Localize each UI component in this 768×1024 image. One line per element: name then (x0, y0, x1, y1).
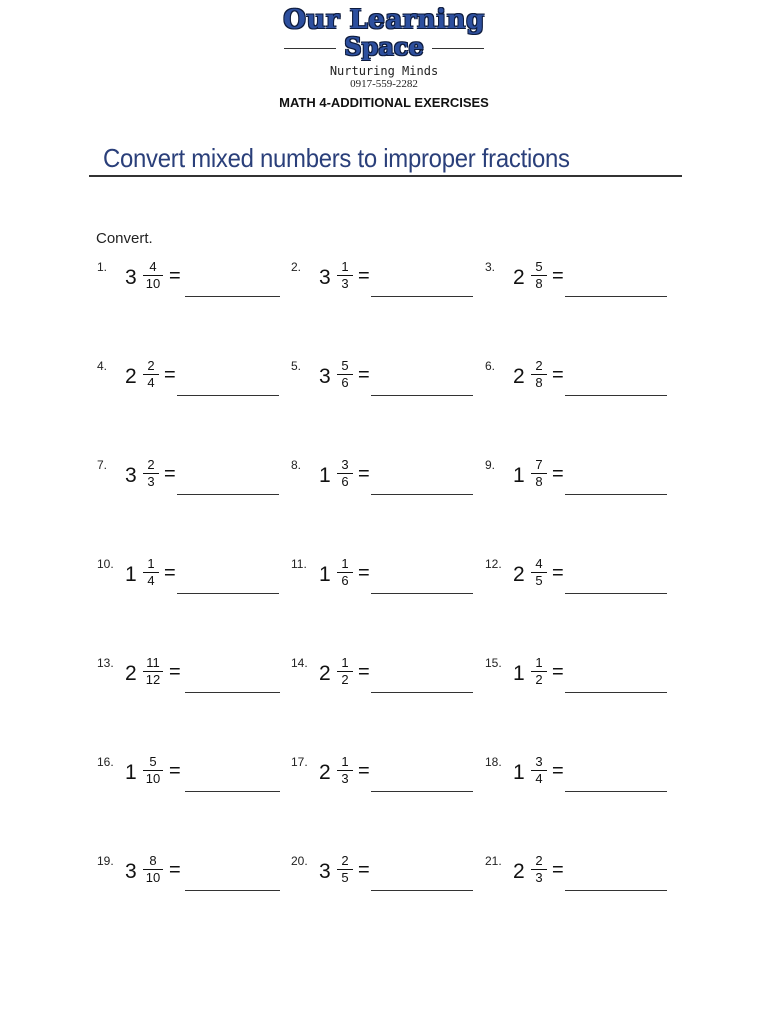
problem-number: 8. (291, 458, 302, 472)
answer-blank[interactable] (177, 395, 279, 396)
numerator: 3 (341, 457, 349, 472)
problem-item (291, 260, 481, 308)
equals-sign: = (358, 364, 370, 386)
whole-number: 3 (319, 860, 331, 883)
whole-number: 1 (513, 761, 525, 784)
denominator: 2 (341, 672, 349, 687)
equals-sign: = (552, 364, 564, 386)
fraction (142, 359, 160, 390)
denominator: 6 (341, 573, 349, 588)
numerator: 2 (535, 853, 543, 868)
problem-number: 19. (97, 854, 114, 868)
problem-item (97, 755, 287, 803)
heading-underline (89, 175, 682, 177)
whole-number: 1 (513, 662, 525, 685)
problem-number: 17. (291, 755, 308, 769)
problem-item (291, 656, 481, 704)
problem-number: 7. (97, 458, 108, 472)
numerator: 5 (341, 358, 349, 373)
denominator: 6 (341, 375, 349, 390)
denominator: 3 (341, 771, 349, 786)
denominator: 4 (147, 573, 155, 588)
logo-space-word: Space (344, 32, 424, 61)
equals-sign: = (552, 859, 564, 881)
numerator: 3 (535, 754, 543, 769)
logo-rule-left (284, 48, 336, 49)
numerator: 1 (535, 655, 543, 670)
denominator: 2 (535, 672, 543, 687)
problem-item (485, 557, 675, 605)
problem-item (485, 260, 675, 308)
whole-number: 3 (319, 266, 331, 289)
numerator: 1 (341, 259, 349, 274)
equals-sign: = (552, 463, 564, 485)
denominator: 5 (535, 573, 543, 588)
fraction (142, 260, 164, 291)
numerator: 2 (341, 853, 349, 868)
equals-sign: = (358, 265, 370, 287)
problem-number: 5. (291, 359, 302, 373)
problem-item (291, 359, 481, 407)
whole-number: 1 (513, 464, 525, 487)
numerator: 5 (149, 754, 157, 769)
equals-sign: = (169, 760, 181, 782)
answer-blank[interactable] (185, 791, 280, 792)
equals-sign: = (358, 463, 370, 485)
equals-sign: = (358, 562, 370, 584)
equals-sign: = (164, 562, 176, 584)
fraction (142, 854, 164, 885)
problem-item (291, 458, 481, 506)
answer-blank[interactable] (565, 296, 667, 297)
answer-blank[interactable] (565, 593, 667, 594)
denominator: 12 (145, 672, 161, 687)
logo-title-line2 (284, 34, 484, 60)
problem-item (291, 854, 481, 902)
fraction (530, 656, 548, 687)
fraction (336, 458, 354, 489)
problem-number: 2. (291, 260, 302, 274)
denominator: 10 (145, 870, 161, 885)
problem-number: 18. (485, 755, 502, 769)
answer-blank[interactable] (177, 593, 279, 594)
fraction (530, 458, 548, 489)
fraction (142, 458, 160, 489)
equals-sign: = (164, 364, 176, 386)
whole-number: 2 (513, 365, 525, 388)
denominator: 3 (535, 870, 543, 885)
answer-blank[interactable] (565, 791, 667, 792)
denominator: 10 (145, 771, 161, 786)
whole-number: 3 (125, 464, 137, 487)
fraction (336, 854, 354, 885)
problem-item (485, 458, 675, 506)
problem-item (485, 854, 675, 902)
answer-blank[interactable] (185, 692, 280, 693)
problem-number: 6. (485, 359, 496, 373)
equals-sign: = (358, 760, 370, 782)
answer-blank[interactable] (371, 593, 473, 594)
equals-sign: = (358, 859, 370, 881)
answer-blank[interactable] (371, 296, 473, 297)
denominator: 3 (147, 474, 155, 489)
denominator: 8 (535, 474, 543, 489)
numerator: 2 (147, 457, 155, 472)
numerator: 1 (341, 754, 349, 769)
worksheet-heading: Convert mixed numbers to improper fractions (103, 143, 570, 173)
answer-blank[interactable] (185, 296, 280, 297)
fraction (530, 854, 548, 885)
numerator: 2 (535, 358, 543, 373)
denominator: 5 (341, 870, 349, 885)
answer-blank[interactable] (177, 494, 279, 495)
numerator: 1 (341, 655, 349, 670)
denominator: 8 (535, 375, 543, 390)
problem-item (97, 458, 287, 506)
problem-number: 16. (97, 755, 114, 769)
problem-number: 4. (97, 359, 108, 373)
problem-item (291, 755, 481, 803)
problem-number: 3. (485, 260, 496, 274)
whole-number: 1 (319, 464, 331, 487)
whole-number: 2 (319, 761, 331, 784)
fraction (530, 359, 548, 390)
denominator: 8 (535, 276, 543, 291)
whole-number: 2 (513, 563, 525, 586)
equals-sign: = (164, 463, 176, 485)
numerator: 2 (147, 358, 155, 373)
equals-sign: = (552, 562, 564, 584)
whole-number: 3 (125, 860, 137, 883)
problem-number: 21. (485, 854, 502, 868)
answer-blank[interactable] (565, 890, 667, 891)
fraction (336, 557, 354, 588)
logo-rule-right (432, 48, 484, 49)
denominator: 3 (341, 276, 349, 291)
whole-number: 3 (125, 266, 137, 289)
equals-sign: = (358, 661, 370, 683)
numerator: 11 (146, 655, 160, 670)
answer-blank[interactable] (565, 692, 667, 693)
tagline: Nurturing Minds (329, 64, 439, 78)
denominator: 4 (535, 771, 543, 786)
whole-number: 2 (513, 266, 525, 289)
problem-item (485, 359, 675, 407)
whole-number: 1 (125, 563, 137, 586)
problem-number: 1. (97, 260, 108, 274)
whole-number: 2 (125, 662, 137, 685)
problem-item (485, 755, 675, 803)
fraction (336, 359, 354, 390)
problem-number: 11. (291, 557, 307, 571)
whole-number: 3 (319, 365, 331, 388)
problem-item (485, 656, 675, 704)
problem-item (97, 656, 287, 704)
denominator: 10 (145, 276, 161, 291)
document-title: MATH 4-ADDITIONAL EXERCISES (279, 95, 489, 110)
numerator: 4 (535, 556, 543, 571)
problem-number: 15. (485, 656, 502, 670)
problem-number: 9. (485, 458, 496, 472)
equals-sign: = (169, 661, 181, 683)
fraction (336, 260, 354, 291)
denominator: 4 (147, 375, 155, 390)
numerator: 1 (147, 556, 155, 571)
numerator: 5 (535, 259, 543, 274)
equals-sign: = (552, 265, 564, 287)
problem-number: 14. (291, 656, 308, 670)
numerator: 8 (149, 853, 157, 868)
answer-blank[interactable] (565, 395, 667, 396)
fraction (336, 755, 354, 786)
answer-blank[interactable] (371, 395, 473, 396)
problem-number: 13. (97, 656, 114, 670)
problem-item (97, 854, 287, 902)
fraction (530, 260, 548, 291)
answer-blank[interactable] (371, 494, 473, 495)
whole-number: 1 (319, 563, 331, 586)
fraction (530, 755, 548, 786)
fraction (142, 656, 164, 687)
problem-item (97, 359, 287, 407)
equals-sign: = (552, 661, 564, 683)
answer-blank[interactable] (185, 890, 280, 891)
problem-number: 12. (485, 557, 502, 571)
problem-item (97, 260, 287, 308)
whole-number: 2 (513, 860, 525, 883)
answer-blank[interactable] (371, 791, 473, 792)
answer-blank[interactable] (371, 692, 473, 693)
problem-number: 10. (97, 557, 114, 571)
fraction (142, 755, 164, 786)
numerator: 4 (149, 259, 157, 274)
problem-item (97, 557, 287, 605)
answer-blank[interactable] (565, 494, 667, 495)
instruction-text: Convert. (96, 230, 153, 247)
fraction (336, 656, 354, 687)
fraction (142, 557, 160, 588)
whole-number: 1 (125, 761, 137, 784)
numerator: 1 (341, 556, 349, 571)
problem-item (291, 557, 481, 605)
denominator: 6 (341, 474, 349, 489)
answer-blank[interactable] (371, 890, 473, 891)
phone-number: 0917-559-2282 (350, 78, 418, 90)
problem-number: 20. (291, 854, 308, 868)
header (0, 6, 768, 111)
equals-sign: = (169, 859, 181, 881)
equals-sign: = (552, 760, 564, 782)
numerator: 7 (535, 457, 543, 472)
equals-sign: = (169, 265, 181, 287)
fraction (530, 557, 548, 588)
whole-number: 2 (125, 365, 137, 388)
logo-title-line1: Our Learning (283, 5, 485, 35)
whole-number: 2 (319, 662, 331, 685)
